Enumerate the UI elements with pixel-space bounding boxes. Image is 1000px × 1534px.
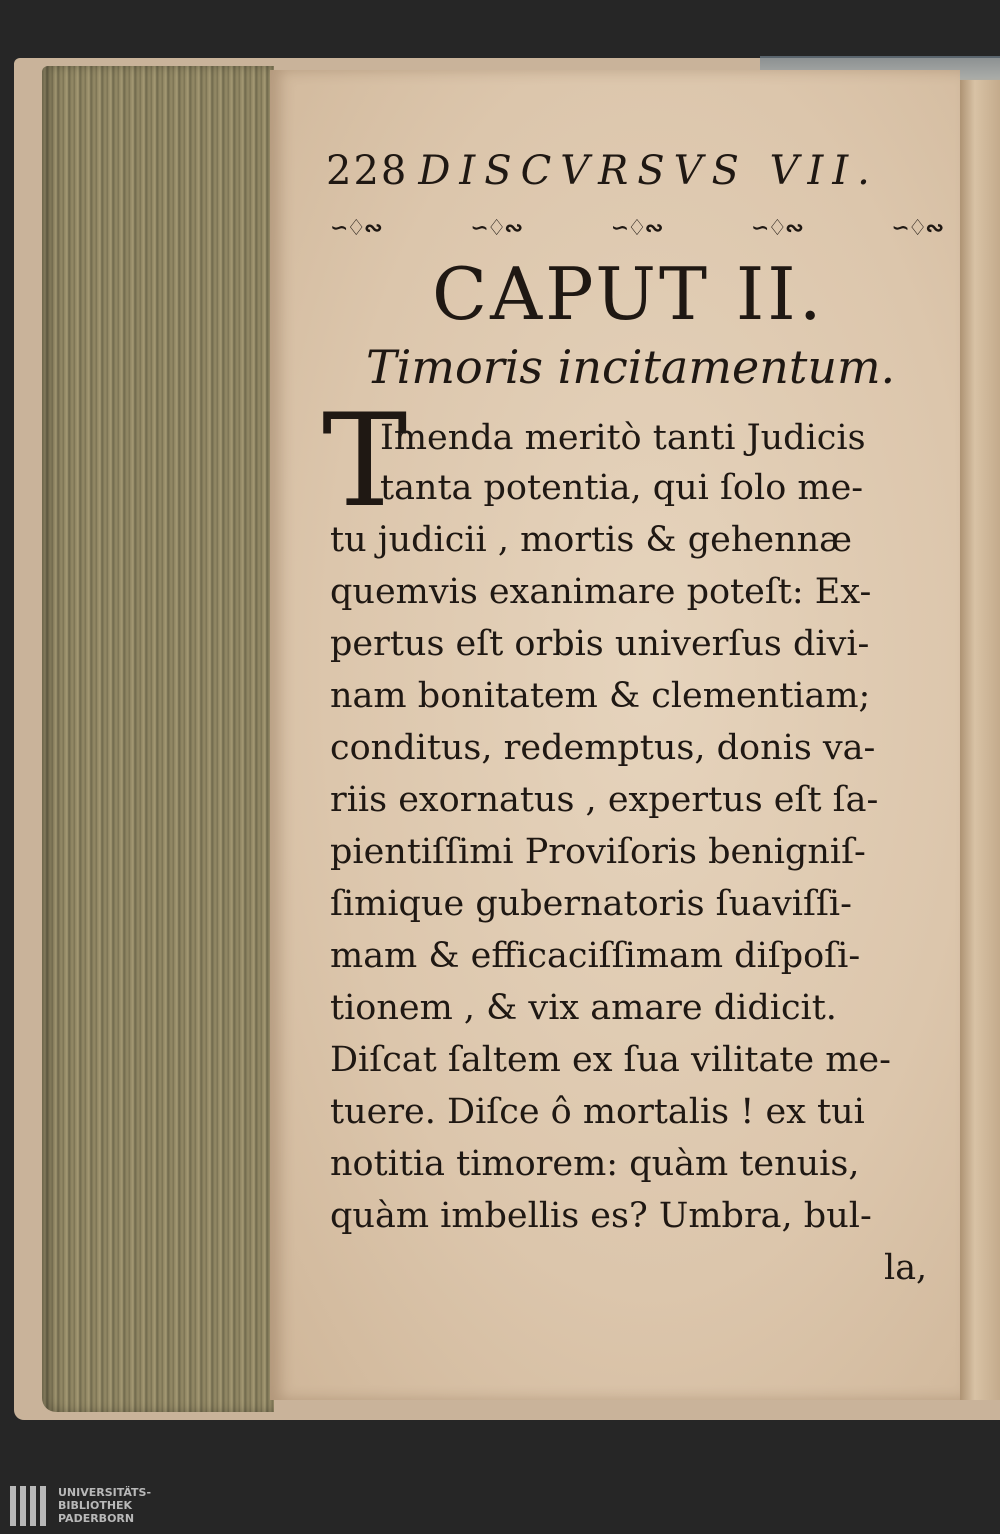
page-number: 228 (326, 148, 409, 194)
ornament-border (330, 212, 942, 244)
text-line: tionem , & vix amare didicit. (330, 988, 837, 1028)
text-line: nam bonitatem & clementiam; (330, 676, 871, 716)
text-line: notitia timorem: quàm tenuis, (330, 1144, 860, 1184)
text-line: Imenda meritò tanti Judicis (380, 418, 866, 458)
library-logo-icon (10, 1486, 50, 1526)
page-stack (42, 66, 274, 1412)
library-watermark (58, 1486, 151, 1525)
text-line: conditus, redemptus, donis va- (330, 728, 876, 768)
chapter-subheading: Timoris incitamentum. (366, 340, 896, 394)
running-head (326, 148, 879, 194)
text-line: quàm imbellis es? Umbra, bul- (330, 1196, 872, 1236)
catchword: la, (884, 1248, 928, 1288)
ornament-glyph: ∽♢∾ (610, 215, 662, 241)
library-line: PADERBORN (58, 1512, 135, 1525)
library-line: BIBLIOTHEK (58, 1499, 133, 1512)
library-line: UNIVERSITÄTS- (58, 1486, 152, 1499)
drop-cap: T (322, 387, 408, 536)
ornament-glyph: ∽♢∾ (470, 215, 521, 241)
ornament-glyph: ∽♢∾ (891, 215, 942, 241)
chapter-heading: CAPUT II. (432, 252, 825, 336)
text-line: riis exornatus , expertus eſt ſa- (330, 780, 879, 820)
text-line: mam & efficaciſſimam diſpoſi- (330, 936, 861, 976)
ornament-glyph: ∽♢∾ (751, 215, 802, 241)
facing-page-edge (958, 80, 1000, 1400)
text-line: pertus eſt orbis univerſus divi- (330, 624, 870, 664)
text-line: tuere. Diſce ô mortalis ! ex tui (330, 1092, 865, 1132)
text-line: Diſcat ſaltem ex ſua vilitate me- (330, 1040, 891, 1080)
text-line: tanta potentia, qui ſolo me- (380, 468, 864, 508)
text-line: pientiſſimi Proviſoris benigniſ- (330, 832, 866, 872)
text-line: quemvis exanimare poteſt: Ex- (330, 572, 872, 612)
ornament-glyph: ∽♢∾ (330, 215, 381, 241)
text-line: tu judicii , mortis & gehennæ (330, 520, 853, 560)
running-head-title: DISCVRSVS VII. (418, 148, 879, 194)
text-line: ſimique gubernatoris ſuaviſſi- (330, 884, 852, 924)
